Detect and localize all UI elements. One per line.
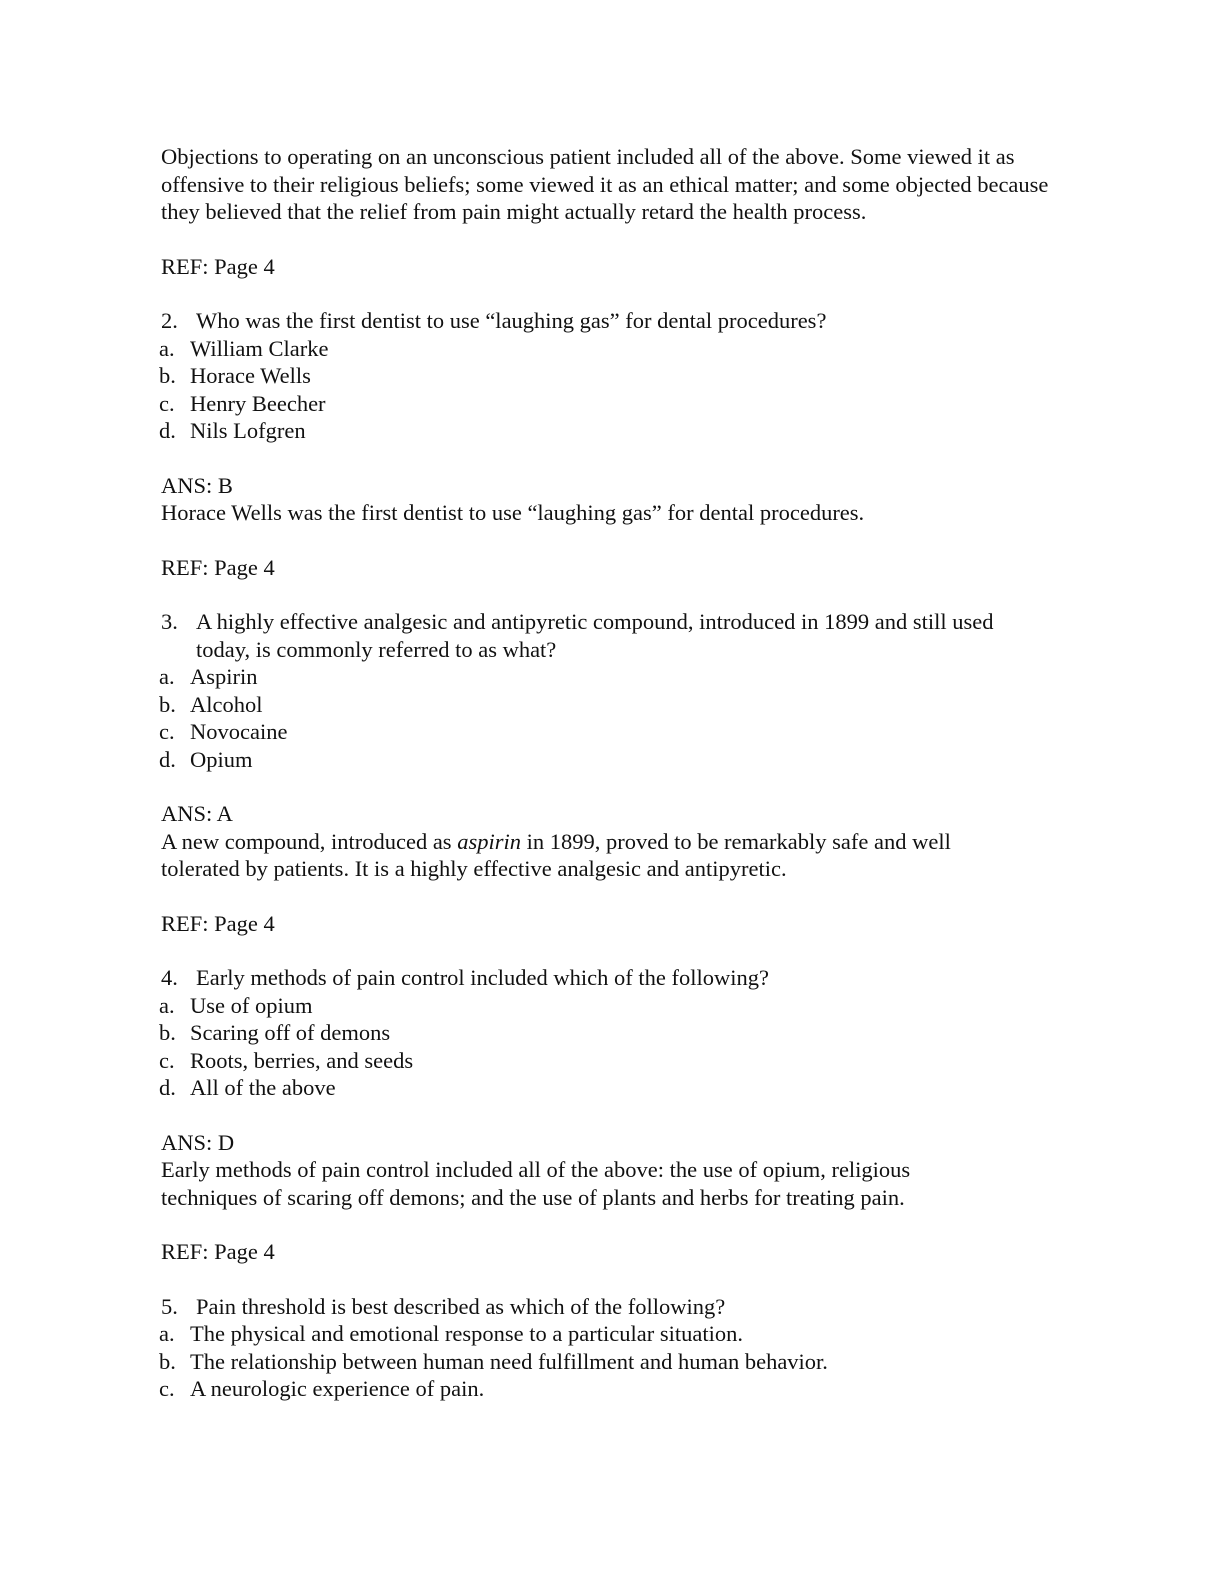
rationale-italic-term: aspirin xyxy=(457,828,521,854)
option-letter: a. xyxy=(159,992,175,1018)
option-d xyxy=(159,1074,1061,1102)
question-number: 3. xyxy=(161,609,178,634)
option-letter: a. xyxy=(159,335,175,361)
question-stem: Who was the first dentist to use “laughing gas” for dental procedures? xyxy=(196,308,827,333)
answer: ANS: B xyxy=(161,472,233,498)
question-2-options xyxy=(161,335,1061,445)
option-b xyxy=(159,362,1061,390)
question-2 xyxy=(161,307,1061,335)
option-letter: c. xyxy=(159,1376,175,1401)
option-text: The physical and emotional response to a particular situation. xyxy=(190,1321,743,1346)
option-letter: a. xyxy=(159,664,175,689)
question-4 xyxy=(161,964,1061,992)
question-number: 5. xyxy=(161,1293,178,1319)
option-a xyxy=(159,663,1061,691)
question-3 xyxy=(161,608,1046,663)
option-text: Henry Beecher xyxy=(190,390,326,416)
question-stem: Early methods of pain control included which of the following? xyxy=(196,965,769,990)
option-c xyxy=(159,390,1061,418)
option-c xyxy=(159,718,1061,746)
ref: REF: Page 4 xyxy=(161,1239,275,1264)
option-letter: c. xyxy=(159,1047,175,1073)
rationale: Early methods of pain control included all of the above: the use of opium, religious techniques of scaring off demons; and the use of plants and herbs for treating pain. xyxy=(161,1157,911,1210)
intro-rationale: Objections to operating on an unconscious patient included all of the above. Some viewed it as offensive to their religious beliefs; some viewed it as an ethical matter; and some objected because they believed that the relief from pain might actually retard the health process. xyxy=(161,144,1049,224)
option-letter: c. xyxy=(159,719,175,744)
rationale: Horace Wells was the first dentist to use “laughing gas” for dental procedures. xyxy=(161,500,865,525)
option-text: Use of opium xyxy=(190,992,313,1018)
intro-ref: REF: Page 4 xyxy=(161,253,275,279)
option-d xyxy=(159,417,1061,445)
option-text: All of the above xyxy=(190,1075,336,1100)
option-letter: b. xyxy=(159,1348,176,1374)
option-text: Alcohol xyxy=(190,691,263,717)
option-letter: b. xyxy=(159,691,176,717)
option-letter: d. xyxy=(159,418,176,443)
option-text: Roots, berries, and seeds xyxy=(190,1047,414,1073)
option-b xyxy=(159,1019,1061,1047)
question-number: 4. xyxy=(161,965,178,990)
question-4-options xyxy=(161,992,1061,1102)
option-letter: a. xyxy=(159,1321,175,1346)
question-number: 2. xyxy=(161,308,178,333)
option-letter: b. xyxy=(159,363,176,388)
answer: ANS: A xyxy=(161,801,233,826)
option-text: William Clarke xyxy=(190,335,329,361)
option-text: Novocaine xyxy=(190,719,288,744)
option-text: Horace Wells xyxy=(190,363,311,388)
question-stem: A highly effective analgesic and antipyretic compound, introduced in 1899 and still used today, is commonly referred to as what? xyxy=(196,609,994,662)
question-5-options xyxy=(161,1320,1061,1403)
option-text: Scaring off of demons xyxy=(190,1020,391,1045)
option-text: Aspirin xyxy=(190,664,258,689)
option-c xyxy=(159,1375,1061,1403)
rationale-text-before: A new compound, introduced as xyxy=(161,828,458,854)
question-3-options xyxy=(161,663,1061,773)
option-a xyxy=(159,992,1061,1020)
option-d xyxy=(159,746,1061,774)
rationale xyxy=(161,828,1001,883)
option-b xyxy=(159,1348,1061,1376)
option-text: Opium xyxy=(190,746,253,772)
option-letter: d. xyxy=(159,1075,176,1100)
option-text: The relationship between human need fulfillment and human behavior. xyxy=(190,1348,828,1374)
option-letter: b. xyxy=(159,1020,176,1045)
answer: ANS: D xyxy=(161,1129,235,1155)
option-text: Nils Lofgren xyxy=(190,418,306,443)
option-c xyxy=(159,1047,1061,1075)
option-a xyxy=(159,335,1061,363)
ref: REF: Page 4 xyxy=(161,554,275,580)
option-b xyxy=(159,691,1061,719)
option-letter: c. xyxy=(159,390,175,416)
question-5 xyxy=(161,1293,1061,1321)
document-page xyxy=(161,143,1061,1403)
option-letter: d. xyxy=(159,746,176,772)
rationale-text-after: in 1899, proved to be remarkably safe and well tolerated by patients. It is a highly effective analgesic and antipyretic. xyxy=(161,828,951,881)
option-a xyxy=(159,1320,1061,1348)
question-stem: Pain threshold is best described as which of the following? xyxy=(196,1293,726,1319)
option-text: A neurologic experience of pain. xyxy=(190,1376,485,1401)
ref: REF: Page 4 xyxy=(161,910,275,936)
